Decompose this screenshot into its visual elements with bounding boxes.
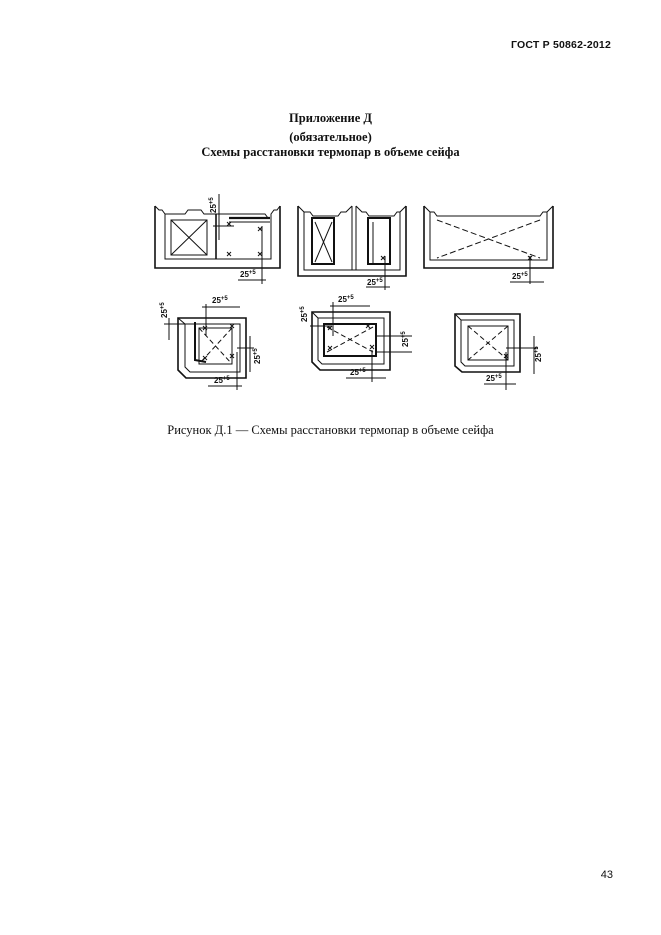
dim-label: $25^{+5}$ — [253, 348, 262, 364]
diagram-bottom-left — [164, 304, 254, 390]
diagram-top-middle — [298, 206, 406, 290]
dim-label: $25^{+5}$ — [486, 374, 502, 383]
diagram-bottom-right — [455, 314, 538, 390]
dim-label: $25^{+5}$ — [240, 270, 256, 279]
dim-label: $25^{+5}$ — [209, 197, 218, 213]
page-number: 43 — [600, 869, 613, 881]
standard-code: ГОСТ Р 50862-2012 — [510, 39, 611, 51]
dim-label: $25^{+5}$ — [401, 331, 410, 347]
annex-heading: Схемы расстановки термопар в объеме сейфа — [201, 145, 460, 159]
dimension-labels — [160, 197, 543, 385]
dim-label: $25^{+5}$ — [300, 306, 309, 322]
dim-label: $25^{+5}$ — [534, 346, 543, 362]
dim-label: $25^{+5}$ — [367, 278, 383, 287]
dim-label: $25^{+5}$ — [512, 272, 528, 281]
diagram-top-right — [424, 206, 553, 284]
diagram-top-left — [155, 194, 280, 284]
dim-label: $25^{+5}$ — [350, 368, 366, 377]
annex-title: Приложение Д — [289, 111, 372, 125]
diagram-bottom-middle — [310, 302, 412, 382]
dim-label: $25^{+5}$ — [160, 302, 169, 318]
figure-caption: Рисунок Д.1 — Схемы расстановки термопар в объеме сейфа — [167, 423, 494, 437]
annex-status: (обязательное) — [289, 130, 372, 144]
dim-label: $25^{+5}$ — [212, 296, 228, 305]
dim-label: $25^{+5}$ — [214, 376, 230, 385]
dim-label: $25^{+5}$ — [338, 295, 354, 304]
